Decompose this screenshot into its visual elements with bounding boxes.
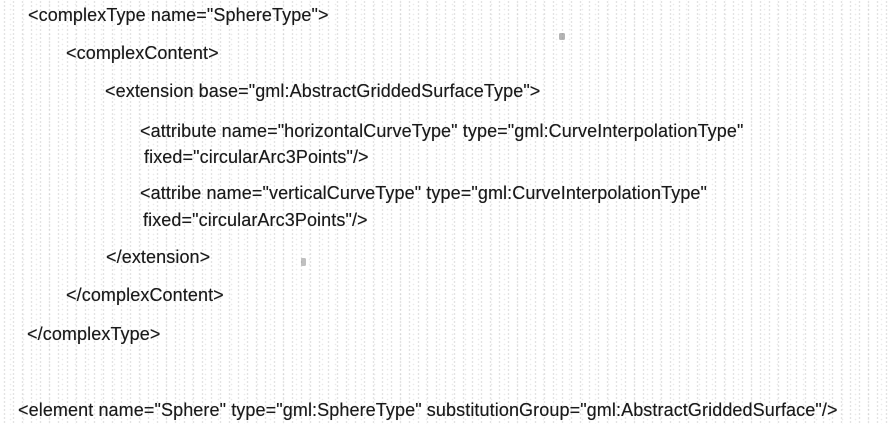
xml-line-complextype-open: <complexType name="SphereType"> (28, 5, 329, 25)
xml-line-element-sphere: <element name="Sphere" type="gml:SphereType" substitutionGroup="gml:AbstractGriddedSurface"/> (18, 400, 838, 420)
xml-line-attribute-vertical-fixed: fixed="circularArc3Points"/> (143, 210, 368, 230)
xml-line-attribute-horizontal-fixed: fixed="circularArc3Points"/> (144, 147, 369, 167)
xml-line-attribute-verticalcurvetype: <attribe name="verticalCurveType" type="gml:CurveInterpolationType" (140, 183, 708, 203)
xml-line-complexcontent-open: <complexContent> (66, 43, 219, 63)
xml-line-complexcontent-close: </complexContent> (66, 285, 224, 305)
scan-artifact-dot (559, 33, 565, 40)
xml-line-extension-close: </extension> (106, 247, 211, 267)
xml-line-extension-open: <extension base="gml:AbstractGriddedSurfaceType"> (105, 81, 541, 101)
xml-line-complextype-close: </complexType> (27, 324, 161, 344)
scan-artifact-dot (301, 258, 306, 266)
xml-line-attribute-horizontalcurvetype: <attribute name="horizontalCurveType" type="gml:CurveInterpolationType" (140, 121, 744, 141)
